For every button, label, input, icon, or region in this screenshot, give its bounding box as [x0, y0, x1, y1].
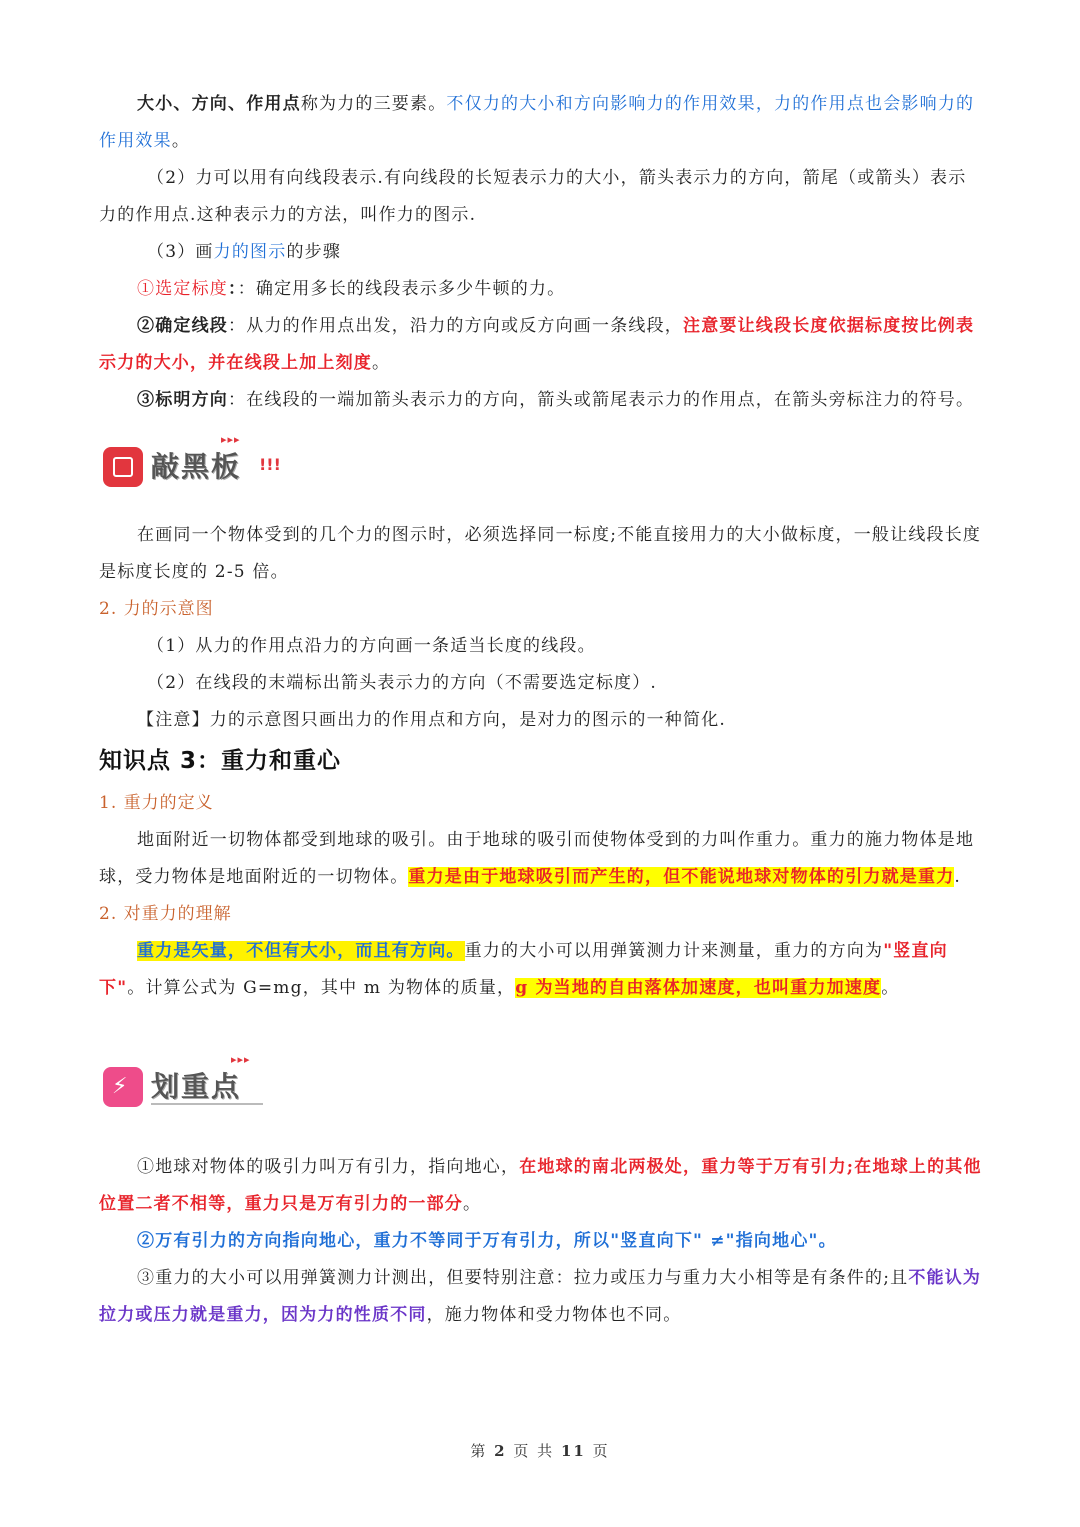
key-point-2: ②万有引力的方向指向地心，重力不等同于万有引力，所以"竖直向下" ≠"指向地心"。: [137, 1231, 837, 1251]
step-1: ①选定标度：：确定用多长的线段表示多少牛顿的力。: [137, 279, 566, 299]
step-3-label: ③标明方向: [137, 390, 228, 410]
section-2-note: 【注意】力的示意图只画出力的作用点和方向，是对力的图示的一种简化.: [137, 710, 727, 730]
step-2-label: ②确定线段: [137, 316, 228, 336]
gravity-definition: 地面附近一切物体都受到地球的吸引。由于地球的吸引而使物体受到的力叫作重力。重力的施力物体是地球，受力物体是地面附近的一切物体。重力是由于地球吸引而产生的，但不能说地球对物体的引力就是重力.: [99, 830, 975, 887]
key-point-3: ③重力的大小可以用弹簧测力计测出，但要特别注意：拉力或压力与重力大小相等是有条件的;且不能认为拉力或压力就是重力，因为力的性质不同，施力物体和受力物体也不同。: [99, 1268, 982, 1325]
section-2-item-1: （1）从力的作用点沿力的方向画一条适当长度的线段。: [147, 636, 596, 656]
total-pages: 11: [560, 1442, 586, 1460]
intro-paragraph: 大小、方向、作用点称为力的三要素。不仅力的大小和方向影响力的作用效果，力的作用点也会影响力的作用效果。: [99, 94, 975, 151]
three-elements-term: 大小、方向、作用点: [137, 94, 301, 114]
badge-title: 划重点: [151, 1070, 242, 1103]
paragraph-2: （2）力可以用有向线段表示.有向线段的长短表示力的大小，箭头表示力的方向，箭尾（或箭头）表示力的作用点.这种表示力的方法，叫作力的图示.: [99, 168, 967, 225]
red-emphasis: 注意要让线段长度依据标度按比例表示力的大小，并在线段上加上刻度: [99, 316, 975, 373]
section-2-item-2: （2）在线段的末端标出箭头表示力的方向（不需要选定标度）.: [147, 673, 658, 693]
calendar-icon: [103, 447, 143, 487]
gravity-understanding-title: 2. 对重力的理解: [99, 904, 232, 924]
badge-underline: [151, 1103, 263, 1105]
highlight-vector: 重力是矢量，不但有大小，而且有方向。: [137, 941, 465, 961]
step-1-label: ①选定标度: [137, 279, 228, 299]
gravity-understanding: 重力是矢量，不但有大小，而且有方向。重力的大小可以用弹簧测力计来测量，重力的方向为"竖直向下"。计算公式为 G=mg，其中 m 为物体的质量，g 为当地的自由落体加速度，也叫重力加速度。: [99, 941, 948, 998]
key-point-1: ①地球对物体的吸引力叫万有引力，指向地心，在地球的南北两极处，重力等于万有引力;在地球上的其他位置二者不相等，重力只是万有引力的一部分。: [99, 1157, 982, 1214]
highlight-text: 重力是由于地球吸引而产生的，但不能说地球对物体的引力就是重力: [408, 867, 955, 887]
paragraph-3: （3）画力的图示的步骤: [147, 242, 342, 262]
section-2-title: 2. 力的示意图: [99, 599, 214, 619]
lightning-icon: ⚡: [103, 1067, 143, 1107]
key-points-badge: [99, 1053, 983, 1115]
step-3: ③标明方向：在线段的一端加箭头表示力的方向，箭头或箭尾表示力的作用点，在箭头旁标注力的符号。: [137, 390, 975, 410]
step-2: ②确定线段：从力的作用点出发，沿力的方向或反方向画一条线段，注意要让线段长度依据标度按比例表示力的大小，并在线段上加上刻度。: [99, 316, 975, 373]
badge-title: 敲黑板: [151, 450, 242, 483]
blue-emphasis: 不仅力的大小和方向影响力的作用效果，力的作用点也会影响力的作用效果: [99, 94, 975, 151]
arrow-dots-icon: ▸▸▸: [231, 1053, 251, 1066]
gravity-definition-title: 1. 重力的定义: [99, 793, 214, 813]
page-content: [99, 86, 983, 1334]
blackboard-note: 在画同一个物体受到的几个力的图示时，必须选择同一标度;不能直接用力的大小做标度，一般让线段长度是标度长度的 2-5 倍。: [99, 525, 982, 582]
arrow-dots-icon: ▸▸▸: [221, 433, 241, 446]
page-number: 2: [494, 1442, 507, 1460]
knock-blackboard-badge: 敲黑板 !!! ▸▸▸: [99, 433, 983, 495]
knowledge-point-3-heading: 知识点 3：重力和重心: [99, 748, 342, 774]
page-footer: 第 2 页 共 11 页: [470, 1442, 610, 1460]
highlight-g: g 为当地的自由落体加速度，也叫重力加速度: [515, 978, 882, 998]
